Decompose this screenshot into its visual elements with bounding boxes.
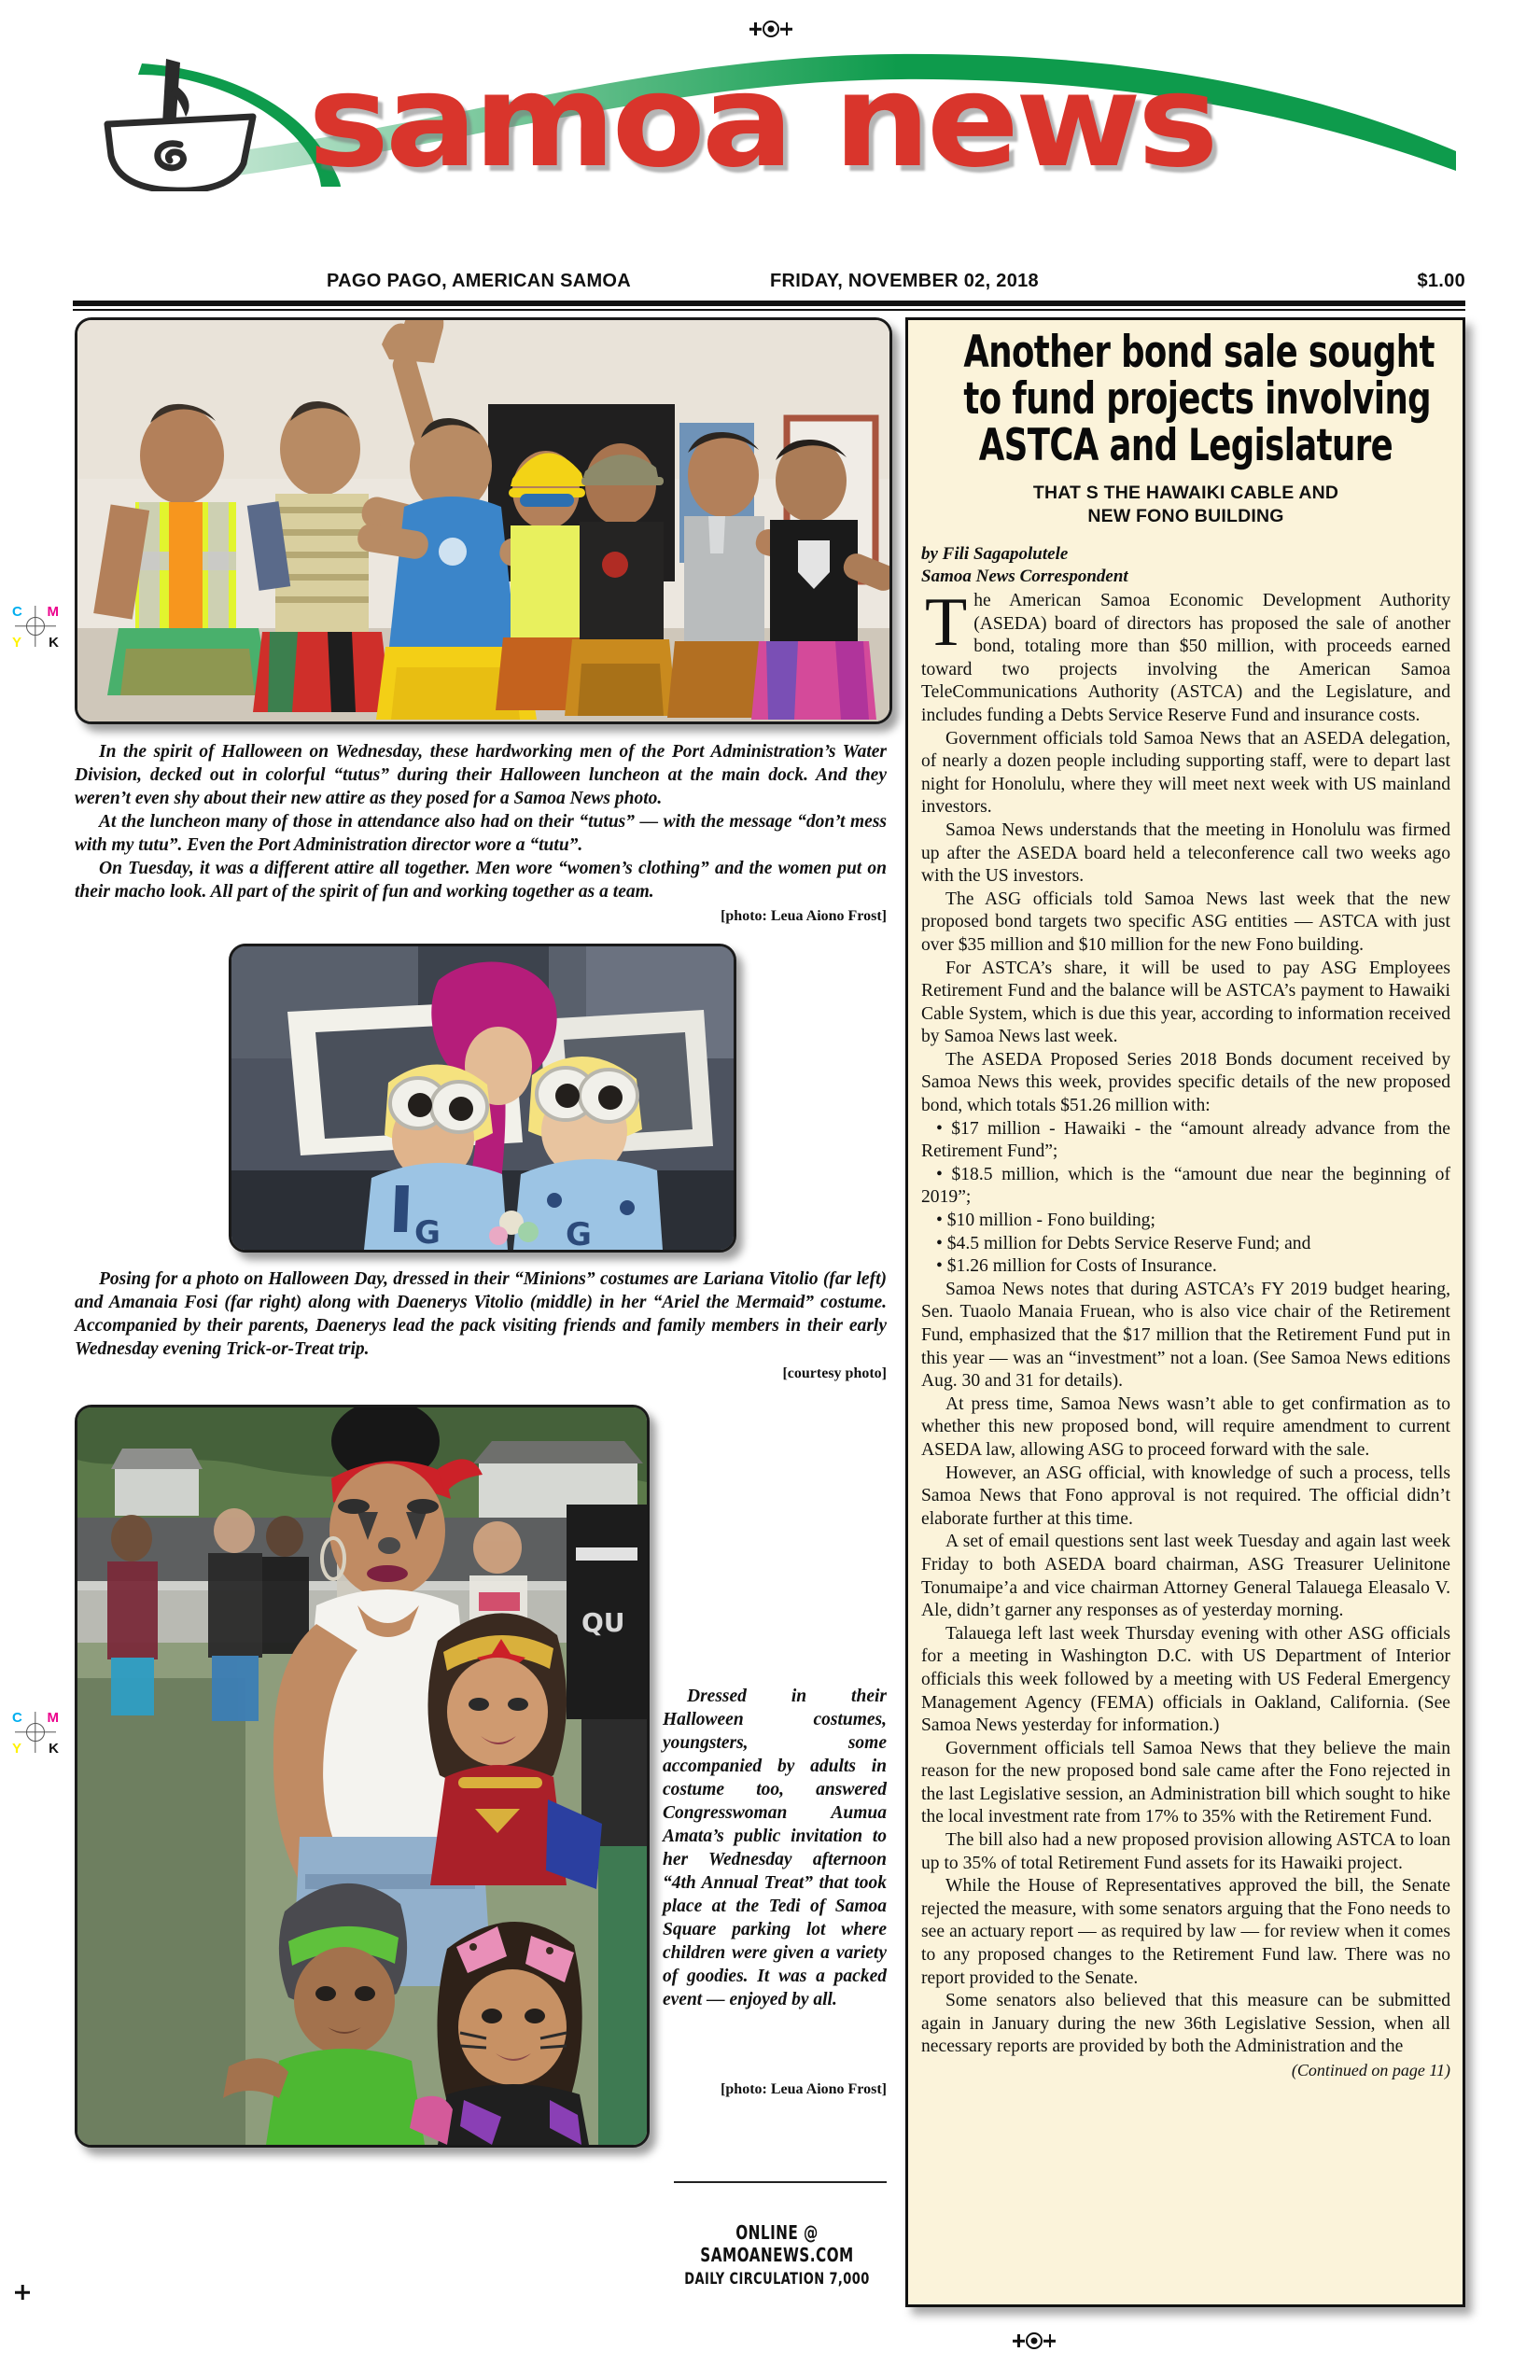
online-url-label: ONLINE @ SAMOANEWS.COM — [700, 2221, 854, 2266]
photo-minions-costumes — [229, 944, 736, 1253]
lead-story-box — [905, 317, 1465, 2307]
cmyk-label-black: K — [49, 635, 59, 651]
story-dropcap: T — [925, 584, 968, 661]
story-paragraph: Some senators also believed that this measure can be submitted again in January during the new 36th Legislative Session, when all necessary reports are provided by both the Administration and the — [921, 1991, 1450, 2057]
cmyk-registration-bug-lower — [11, 1708, 60, 1757]
story-paragraph: At press time, Samoa News wasn’t able to get confirmation as to whether this new proposed bond, will require amendment to current ASEDA law, allowing ASG to proceed forward with the sale. — [921, 1393, 1450, 1460]
cmyk-label-cyan: C — [12, 604, 22, 620]
masthead-title-text: samoa news — [308, 46, 1215, 196]
photo-3-credit: [photo: Leua Aiono Frost] — [721, 2081, 887, 2097]
byline-author: by Fili Sagapolutele — [921, 544, 1069, 564]
svg-text:QU: QU — [581, 1607, 625, 1638]
story-paragraph: The ASEDA Proposed Series 2018 Bonds document received by Samoa News this week, provides specific details of the new proposed bond, which totals $51.26 million with: — [921, 1049, 1450, 1116]
cmyk-label-magenta: M — [47, 1710, 59, 1726]
masthead-wordmark — [308, 44, 1503, 196]
caption-paragraph: Dressed in their Halloween costumes, youngsters, some accompanied by adults in costume too, answered Congresswoman Aumua Amata’s public invitation to her Wednesday afternoon “4th Annual Treat” that took place at the Tedi of Samoa Square parking lot where children were given a variety of goodies. It was a packed event — enjoyed by all. — [663, 1687, 887, 2009]
caption-paragraph: On Tuesday, it was a different attire all together. Men wore “women’s clothing” and the women put on their macho look. All part of the spirit of fun and working together as a team. — [75, 859, 887, 902]
caption-paragraph: At the luncheon many of those in attendance also had on their “tutus” — with the message “don’t mess with my tutu”. Even the Port Administration director wore a “tutu”. — [75, 812, 887, 855]
story-byline — [921, 543, 1450, 588]
photo-2-credit: [courtesy photo] — [782, 1365, 887, 1381]
photo-canvas — [77, 1407, 647, 2145]
reg-tick-left — [1017, 2334, 1020, 2347]
caption-paragraph: Posing for a photo on Halloween Day, dressed in their “Minions” costumes are Lariana Vitolio (far left) and Amanaia Fosi (far right) along with Daenerys Vitolio (middle) in her “Ariel the Mermaid” costume. Accompanied by their parents, Daenerys lead the pack visiting friends and family members in their early Wednesday evening Trick-or-Treat trip. — [75, 1269, 887, 1359]
masthead-rule-thick — [73, 301, 1465, 306]
story-paragraph: While the House of Representatives approved the bill, the Senate rejected the measure, with some senators arguing that the Fono needs to see an actuary report — as required by law — for review when it comes to any proposed changes to the Retirement Fund law. There was no report provided to the Senate. — [921, 1876, 1450, 1988]
story-bullet: • $1.26 million for Costs of Insurance. — [936, 1256, 1217, 1277]
reg-tick-left — [754, 22, 757, 35]
reg-dot — [1031, 2338, 1038, 2345]
cmyk-label-black: K — [49, 1741, 59, 1757]
story-paragraph: Government officials told Samoa News that an ASEDA delegation, of nearly a dozen people including supporting staff, were to depart last night for Honolulu, where they will meet next week with US mainland investors. — [921, 728, 1450, 818]
cmyk-ring — [26, 617, 45, 636]
story-lead-text: he American Samoa Economic Development Authority (ASEDA) board of directors has proposed the sale of another bond, totaling more than $50 million, with proceeds earned toward two projects involving the American Samoa TeleCommunications Authority (ASTCA) and the Legislature, and includes funding a Debts Service Reserve Fund and insurance costs. — [921, 591, 1450, 725]
reg-bar-right — [1043, 2340, 1056, 2343]
daily-circulation-label: DAILY CIRCULATION 7,000 — [684, 2270, 870, 2289]
reg-dot — [768, 26, 775, 33]
story-paragraph: The bill also had a new proposed provision allowing ASTCA to loan up to 35% of total Retirement Fund assets for its Hawaiki project. — [921, 1830, 1450, 1873]
story-paragraph: However, an ASG official, with knowledge of such a process, tells Samoa News that Fono approval is not required. The official didn’t elaborate further at this time. — [921, 1463, 1450, 1529]
story-subhead — [921, 482, 1450, 528]
story-headline — [963, 327, 1435, 471]
cmyk-label-yellow: Y — [12, 1741, 22, 1757]
photo-2-caption — [75, 1267, 887, 1361]
samoa-news-logo-icon — [70, 51, 285, 191]
photo-3-caption — [663, 1685, 887, 2011]
story-paragraph: The ASG officials told Samoa News last week that the new proposed bond targets two specific ASG entities — ASTCA with just over $35 million and $10 million for the new Fono building. — [921, 889, 1450, 955]
registration-target-bottom — [1013, 2329, 1056, 2353]
dateline-date: FRIDAY, NOVEMBER 02, 2018 — [770, 271, 1039, 291]
cmyk-ring — [26, 1723, 45, 1742]
continued-on-page-label: (Continued on page 11) — [1291, 2061, 1450, 2079]
story-bullet: • $10 million - Fono building; — [936, 1211, 1155, 1231]
cmyk-label-magenta: M — [47, 604, 59, 620]
masthead — [0, 46, 1540, 196]
registration-target-top — [749, 17, 792, 41]
subhead-line: NEW FONO BUILDING — [1087, 506, 1284, 526]
dateline-price: $1.00 — [1417, 271, 1465, 291]
story-paragraph: Samoa News notes that during ASTCA’s FY 2019 budget hearing, Sen. Tuaolo Manaia Fruean, who is also vice chair of the Retirement Fund, emphasized that the $17 million that the Retirement Fund put in this year — was an “investment” not a loan. (See Samoa News editions Aug. 30 and 31 for details). — [921, 1279, 1450, 1392]
story-lead-paragraph — [921, 584, 1450, 728]
story-bullet: • $17 million - Hawaiki - the “amount already advance from the Retirement Fund”; — [921, 1118, 1450, 1162]
story-body — [921, 584, 1450, 2059]
dateline-place: PAGO PAGO, AMERICAN SAMOA — [327, 271, 632, 291]
crop-circle-mark-bottom-left — [10, 2317, 35, 2342]
story-paragraph: Talauega left last week Thursday evening with other ASG officials for a meeting in Washington D.C. with US Department of Interior officials this week followed by a meeting with US Federal Emergency Management Agency (FEMA) officials in Oakland, California. (See Samoa News yesterday for information.) — [921, 1623, 1450, 1736]
headline-line: to fund projects involving — [963, 373, 1431, 425]
caption-paragraph: In the spirit of Halloween on Wednesday, these hardworking men of the Port Administration’s Water Division, decked out in colorful “tutus” during their Halloween luncheon at the main dock. And they weren’t even shy about their new attire as they posed for a Samoa News photo. — [75, 742, 887, 808]
photo-port-admin-tutus — [75, 317, 892, 724]
story-bullet: • $18.5 million, which is the “amount due near the beginning of 2019”; — [921, 1164, 1450, 1208]
cmyk-label-yellow: Y — [12, 635, 22, 651]
subhead-line: THAT S THE HAWAIKI CABLE AND — [1032, 483, 1339, 503]
story-paragraph: A set of email questions sent last week Tuesday and again last week Friday to both ASEDA board chairman, ASG Treasurer Uelinitone Tonumaipe’a and vice chairman Attorney General Talauega Eleasalo V. Ale, didn’t garner any responses as of yesterday morning. — [921, 1532, 1450, 1621]
left-column — [75, 317, 887, 2324]
story-bullet: • $4.5 million for Debts Service Reserve Fund; and — [936, 1233, 1311, 1253]
cmyk-label-cyan: C — [12, 1710, 22, 1726]
cmyk-registration-bug-upper — [11, 602, 60, 651]
crop-plus-mark-bottom-left — [15, 2285, 30, 2300]
footer-divider-rule — [674, 2181, 887, 2183]
crop-circle-mark-right — [1490, 1095, 1514, 1119]
story-paragraph: Government officials tell Samoa News that they believe the main reason for the new proposed bond sale came after the Fono rejected in the last Legislative session, an Administration bill which sought to hike the local investment rate from 17% to 35% with the Retirement Fund. — [921, 1738, 1450, 1827]
story-paragraph: For ASTCA’s share, it will be used to pay ASG Employees Retirement Fund and the balance will be ASTCA’s payment to Hawaiki Cable System, which is due this year, according to information received by Samoa News last week. — [921, 958, 1450, 1047]
byline-role: Samoa News Correspondent — [921, 567, 1128, 586]
svg-text:G: G — [566, 1216, 592, 1250]
headline-line: ASTCA and Legislature — [978, 420, 1393, 471]
reg-bar-right — [780, 28, 792, 31]
story-paragraph: Samoa News understands that the meeting in Honolulu was firmed up after the ASEDA board held a teleconference call two weeks ago with the US investors. — [921, 819, 1450, 887]
photo-1-credit: [photo: Leua Aiono Frost] — [721, 908, 887, 924]
masthead-rule-thin — [73, 309, 1465, 311]
photo-1-caption — [75, 740, 887, 903]
svg-text:G: G — [414, 1214, 441, 1250]
dateline-bar — [75, 271, 1465, 295]
photo-canvas — [231, 946, 734, 1250]
photo-canvas — [77, 320, 889, 721]
lead-story-content — [921, 329, 1450, 2297]
photo-trick-or-treat-crowd — [75, 1405, 650, 2148]
headline-line: Another bond sale sought — [963, 327, 1435, 378]
